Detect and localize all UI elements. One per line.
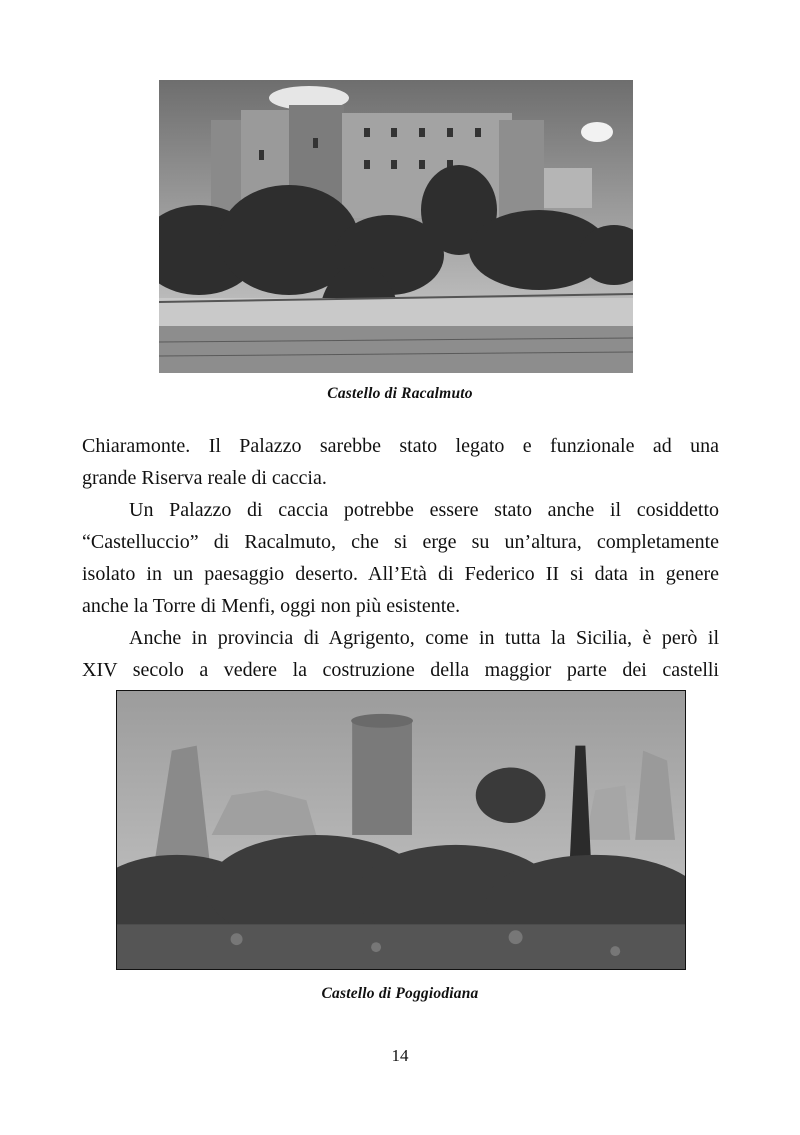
text-line: “Castelluccio” di Racalmuto, che si erge su un’altura, completamente (82, 531, 719, 553)
text-line: anche la Torre di Menfi, oggi non più esistente. (82, 595, 461, 617)
text-line: Un Palazzo di caccia potrebbe essere stato anche il cosiddetto (129, 499, 719, 521)
figure-caption: Castello di Poggiodiana (321, 985, 479, 1002)
text-line: Chiaramonte. Il Palazzo sarebbe stato legato e funzionale ad una (82, 435, 719, 457)
text-line: isolato in un paesaggio deserto. All’Età di Federico II si data in genere (82, 563, 719, 585)
text-line: XIV secolo a vedere la costruzione della maggior parte dei castelli (82, 659, 719, 681)
page-number: 14 (391, 1046, 409, 1065)
figure-caption: Castello di Racalmuto (327, 385, 473, 402)
text-line: grande Riserva reale di caccia. (82, 467, 327, 489)
body-text (82, 430, 719, 686)
text-line: Anche in provincia di Agrigento, come in tutta la Sicilia, è però il (129, 627, 719, 649)
castle-poggiodiana-photo (116, 690, 686, 970)
castle-racalmuto-photo (159, 80, 633, 373)
